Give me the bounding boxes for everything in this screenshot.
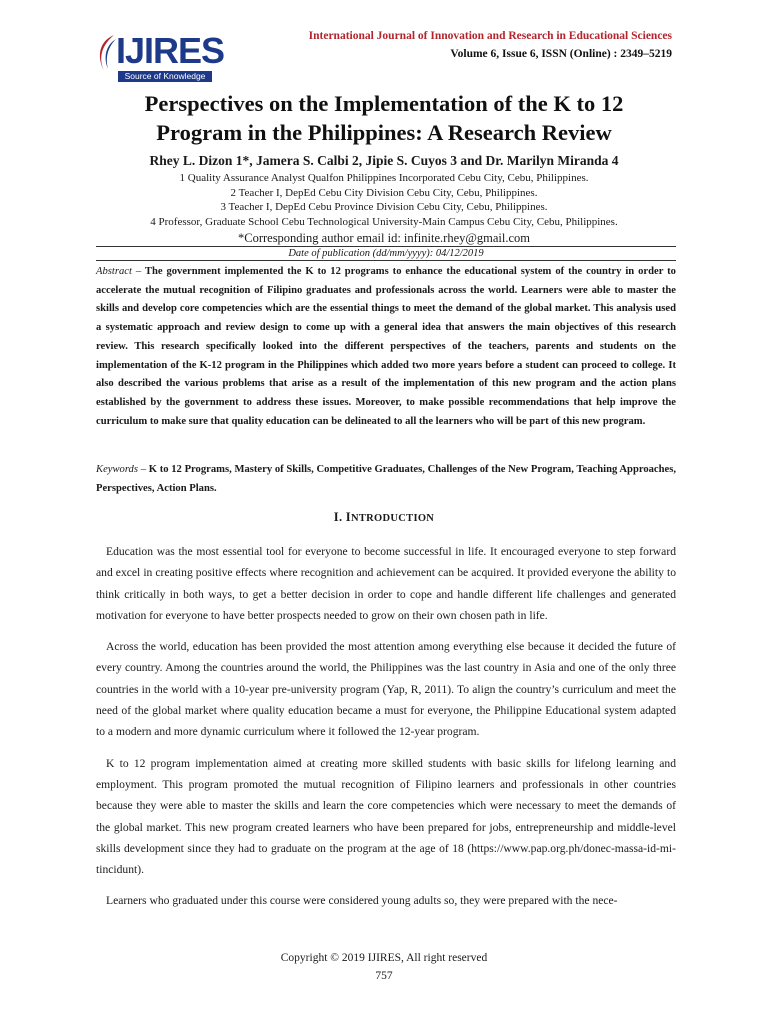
affiliations: [0, 171, 768, 229]
paragraph: Learners who graduated under this course were considered young adults so, they were prepared with the nece-: [106, 894, 618, 908]
section-heading: [0, 510, 768, 525]
affiliation-4: 4 Professor, Graduate School Cebu Technological University-Main Campus Cebu City, Cebu, Philippines.: [150, 215, 618, 228]
affiliation-2: 2 Teacher I, DepEd Cebu City Division Cebu City, Cebu, Philippines.: [230, 186, 538, 199]
keywords-text: K to 12 Programs, Mastery of Skills, Competitive Graduates, Challenges of the New Program, Teaching Approaches, Perspectives, Action Plans.: [96, 464, 677, 494]
page-number: 757: [375, 970, 393, 982]
journal-logo: [94, 30, 225, 83]
logo-text: IJIRES: [116, 30, 225, 71]
authors: Rhey L. Dizon 1*, Jamera S. Calbi 2, Jipie S. Cuyos 3 and Dr. Marilyn Miranda 4: [149, 153, 619, 168]
journal-name: International Journal of Innovation and Research in Educational Sciences: [308, 30, 672, 42]
volume-info: Volume 6, Issue 6, ISSN (Online) : 2349–5219: [450, 48, 672, 60]
abstract-text: The government implemented the K to 12 programs to enhance the educational system of the country in order to accelerate the mutual recognition of Filipino graduates and professionals across the world. Learners were able to master the skills and develop core competencies which are the essential things to meet the demand of the global market. This analysis used a systematic approach and review design to come up with a general idea that answers the main objectives of this research review. This research specifically looked into the different perspectives of the teachers, parents and students on the implementation of the K-12 program in the Philippines which added two more years before a student can proceed to college. It also described the various problems that arise as a result of the implementation of this new program and the action plans established by the government to address these issues. Moreover, to make possible recommendations that help improve the curriculum to make sure that quality education can be delineated to all the learners who will be part of this new program.: [96, 266, 676, 427]
paper-title: [0, 89, 768, 147]
affiliation-3: 3 Teacher I, DepEd Cebu Province Division Cebu City, Cebu, Philippines.: [220, 201, 548, 213]
body-text: [96, 541, 676, 922]
page-footer: [0, 949, 768, 985]
section-title: NTRODUCTION: [350, 513, 435, 524]
title-line-1: Perspectives on the Implementation of the K to 12: [144, 91, 624, 116]
abstract: [96, 263, 676, 431]
title-line-2: Program in the Philippines: A Research Review: [156, 120, 612, 145]
affiliation-1: 1 Quality Assurance Analyst Qualfon Philippines Incorporated Cebu City, Cebu, Philippines.: [179, 172, 589, 184]
keywords-label: Keywords –: [96, 464, 147, 475]
logo-tagline: Source of Knowledge: [118, 71, 212, 82]
paragraph: Education was the most essential tool for everyone to become successful in life. It encouraged everyone to step forward and excel in creating positive effects where recognition and achievement can be acquired. It provided everyone the ability to think critically in both ways, to get a better decision in order to cope and handle different life challenges and generated motivation for everyone to have better prospects needed to grow on their own chosen path in life.: [96, 545, 676, 622]
abstract-label: Abstract –: [96, 266, 142, 277]
publication-date: Date of publication (dd/mm/yyyy): 04/12/2019: [96, 246, 676, 261]
keywords: [96, 461, 676, 498]
section-number: I. I: [333, 510, 351, 524]
copyright: Copyright © 2019 IJIRES, All right reserved: [280, 952, 488, 964]
paragraph: K to 12 program implementation aimed at creating more skilled students with basic skills for lifelong learning and employment. This program promoted the mutual recognition of Filipino learners and professionals in other countries because they were able to master the skills and learn the core competencies which were necessary to meet the demands of the global market. This new program created learners who have been prepared for jobs, entrepreneurship and middle-level skills development since they had to graduate on the program at the age of 18 (https://www.pap.org.ph/donec-massa-id-mi-tincidunt).: [96, 756, 676, 877]
corresponding-author: *Corresponding author email id: infinite.rhey@gmail.com: [237, 231, 530, 245]
paragraph: Across the world, education has been provided the most attention among everything else because it decided the future of every country. Among the countries around the world, the Philippines was the last country in Asia and one of the only three countries in the world with a 10-year pre-university program (Yap, R, 2011). To align the country’s curriculum and meet the need of the global market where quality education became a must for everyone, the Philippine Educational system adapted to a modern and more dynamic curriculum where it followed the 12-year program.: [96, 640, 676, 739]
logo-swoosh-icon: [94, 33, 118, 73]
